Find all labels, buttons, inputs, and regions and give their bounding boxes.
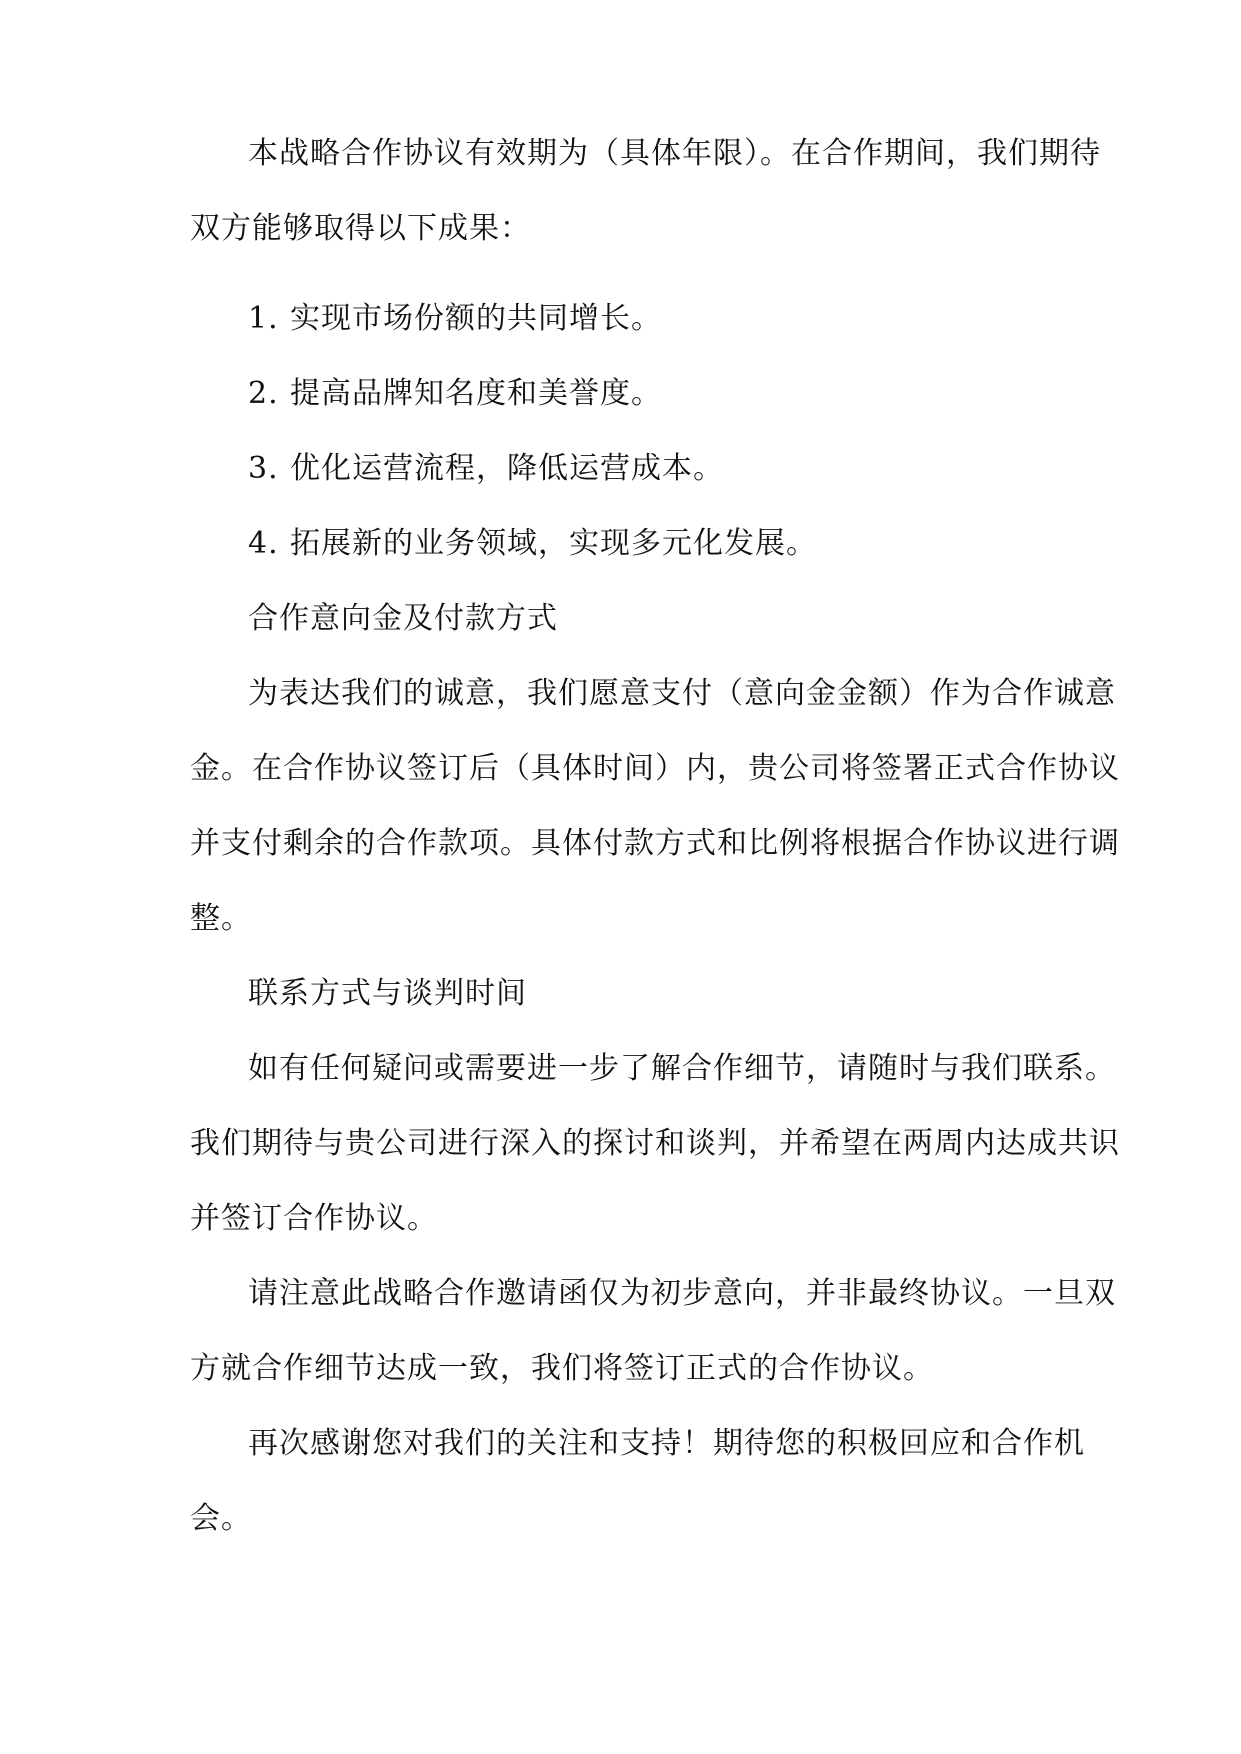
list-item <box>248 449 724 489</box>
paragraph-contact-line-1: 如有任何疑问或需要进一步了解合作细节，请随时与我们联系。 <box>248 1051 1116 1086</box>
paragraph-payment-line-3: 并支付剩余的合作款项。具体付款方式和比例将根据合作协议进行调 <box>190 826 1120 861</box>
list-item-number: 4. <box>248 526 279 561</box>
paragraph-validity-line-2: 双方能够取得以下成果： <box>190 211 531 246</box>
paragraph-validity-line-1: 本战略合作协议有效期为（具体年限）。在合作期间，我们期待 <box>248 136 1101 171</box>
paragraph-contact-line-3: 并签订合作协议。 <box>190 1201 438 1236</box>
list-item-number: 3. <box>248 451 279 486</box>
paragraph-notice-line-2: 方就合作细节达成一致，我们将签订正式的合作协议。 <box>190 1351 934 1386</box>
section-heading-contact: 联系方式与谈判时间 <box>248 976 527 1011</box>
list-item-text: 优化运营流程，降低运营成本。 <box>290 451 724 486</box>
list-item-number: 1. <box>248 301 279 336</box>
section-heading-payment: 合作意向金及付款方式 <box>248 601 558 636</box>
list-item-text: 实现市场份额的共同增长。 <box>290 301 662 336</box>
paragraph-contact-line-2: 我们期待与贵公司进行深入的探讨和谈判，并希望在两周内达成共识 <box>190 1126 1120 1161</box>
paragraph-thanks-line-2: 会。 <box>190 1501 252 1536</box>
paragraph-notice-line-1: 请注意此战略合作邀请函仅为初步意向，并非最终协议。一旦双 <box>248 1276 1116 1311</box>
paragraph-payment-line-2: 金。在合作协议签订后（具体时间）内，贵公司将签署正式合作协议 <box>190 751 1120 786</box>
list-item-text: 提高品牌知名度和美誉度。 <box>290 376 662 411</box>
list-item <box>248 524 817 564</box>
paragraph-thanks-line-1: 再次感谢您对我们的关注和支持！期待您的积极回应和合作机 <box>248 1426 1085 1461</box>
list-item-number: 2. <box>248 376 279 411</box>
paragraph-payment-line-1: 为表达我们的诚意，我们愿意支付（意向金金额）作为合作诚意 <box>248 676 1116 711</box>
list-item <box>248 374 662 414</box>
list-item-text: 拓展新的业务领域，实现多元化发展。 <box>290 526 817 561</box>
list-item <box>248 299 662 339</box>
paragraph-payment-line-4: 整。 <box>190 901 252 936</box>
